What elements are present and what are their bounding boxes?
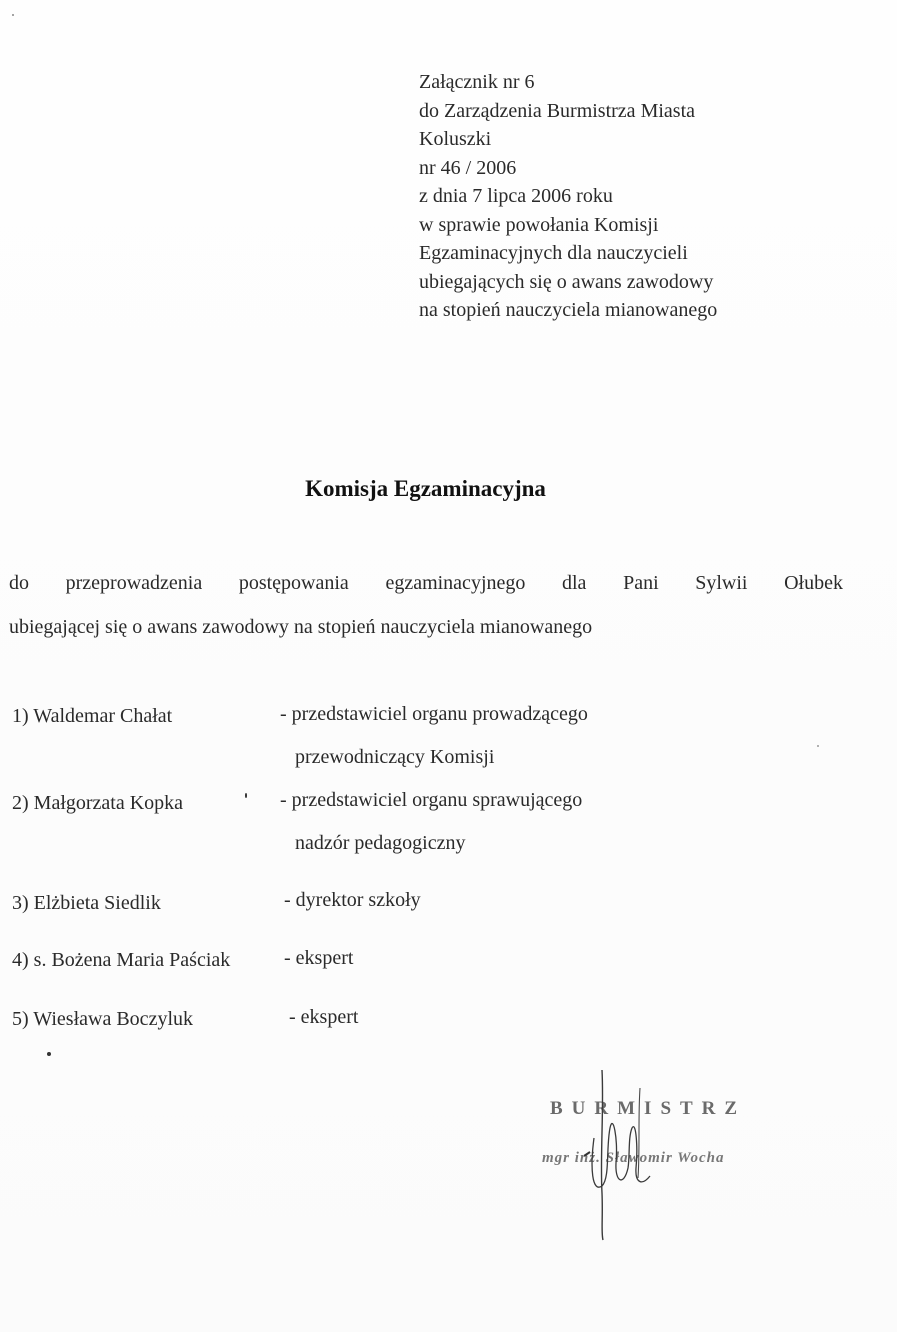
member-name: 1) Waldemar Chałat [12, 705, 173, 727]
member-role-continued: nadzór pedagogiczny [295, 832, 466, 854]
member-name: 3) Elżbieta Siedlik [12, 892, 161, 914]
header-line: Koluszki [419, 128, 492, 150]
mayor-stamp [540, 1068, 800, 1248]
member-role: - przedstawiciel organu sprawującego [280, 789, 583, 811]
attachment-header [419, 68, 859, 325]
member-role: - ekspert [284, 947, 354, 969]
header-line: na stopień nauczyciela mianowanego [419, 299, 718, 321]
member-role: - dyrektor szkoły [284, 889, 421, 911]
header-line: Egzaminacyjnych dla nauczycieli [419, 242, 688, 264]
member-role-continued: przewodniczący Komisji [295, 746, 495, 768]
scan-speck [245, 793, 247, 798]
stamp-name: mgr inż. Sławomir Wocha [542, 1150, 725, 1166]
intro-line-1: do przeprowadzenia postępowania egzaminacyjnego dla Pani Sylwii Ołubek [9, 572, 843, 594]
header-line: Załącznik nr 6 [419, 71, 535, 93]
header-line: w sprawie powołania Komisji [419, 213, 659, 236]
member-role: - ekspert [289, 1006, 359, 1028]
member-role: - przedstawiciel organu prowadzącego [280, 703, 588, 725]
handwritten-signature [580, 1068, 700, 1248]
header-line: ubiegających się o awans zawodowy [419, 270, 714, 293]
member-name: 5) Wiesława Boczyluk [12, 1008, 193, 1030]
document-title: Komisja Egzaminacyjna [305, 476, 546, 501]
member-name: 4) s. Bożena Maria Paściak [12, 949, 231, 971]
header-line: nr 46 / 2006 [419, 156, 517, 179]
intro-line-2: ubiegającej się o awans zawodowy na stopień nauczyciela mianowanego [9, 616, 593, 638]
header-line: do Zarządzenia Burmistrza Miasta [419, 99, 695, 122]
scan-speck [817, 745, 819, 747]
member-name: 2) Małgorzata Kopka [12, 792, 184, 814]
stamp-title: BURMISTRZ [550, 1098, 747, 1119]
scan-speck [47, 1052, 51, 1056]
header-line: z dnia 7 lipca 2006 roku [419, 185, 613, 207]
scan-speck [12, 14, 14, 16]
